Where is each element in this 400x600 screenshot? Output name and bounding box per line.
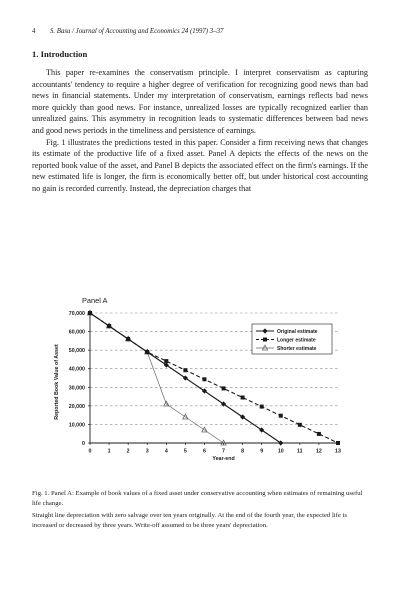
x-tick-label: 6 [202, 448, 206, 455]
y-tick-label: 60,000 [68, 329, 85, 336]
y-axis-label: Reported Book Value of Asset [54, 344, 60, 420]
data-point-longer-estimate [241, 396, 245, 400]
x-tick-label: 5 [183, 448, 187, 455]
paragraph: This paper re-examines the conservatism principle. I interpret conservatism as capturing accountants' tendency to require a higher degree of verification for recognizing good news than bad news in financial statements. Under my interpretation of conservatism, earnings reflects bad news more quickly than good news. For instance, unrealized losses are typically recognized earlier than unrealized gains. This asymmetry in recognition leads to systematic differences between bad news and good news periods in the timeliness and persistence of earnings. [32, 68, 368, 135]
data-point-longer-estimate [183, 368, 187, 372]
x-tick-label: 3 [145, 448, 149, 455]
x-tick-label: 13 [335, 448, 341, 455]
x-tick-label: 9 [260, 448, 264, 455]
y-tick-label: 10,000 [68, 422, 85, 429]
page-number: 4 [32, 28, 36, 35]
data-point-longer-estimate [260, 405, 264, 409]
x-axis-label: Year-end [212, 456, 235, 462]
x-tick-label: 12 [315, 448, 322, 455]
data-point-longer-estimate [336, 441, 340, 445]
x-tick-label: 0 [88, 448, 92, 455]
data-point-longer-estimate [202, 377, 206, 381]
y-tick-label: 70,000 [68, 311, 85, 317]
journal-reference: S. Basu / Journal of Accounting and Economics 24 (1997) 3–37 [50, 28, 224, 35]
caption-text: Example of book values of a fixed asset under conservative accounting when estimates of remaining useful life change. [32, 490, 363, 507]
x-tick-label: 8 [241, 448, 245, 455]
legend-marker-longer-estimate [263, 338, 267, 342]
section-heading: 1. Introduction [32, 49, 88, 59]
data-point-longer-estimate [298, 423, 302, 427]
data-point-longer-estimate [317, 432, 321, 436]
data-point-longer-estimate [279, 414, 283, 418]
y-tick-label: 30,000 [68, 385, 85, 392]
data-point-longer-estimate [222, 386, 226, 390]
y-tick-label: 0 [82, 441, 85, 447]
figure-caption [32, 489, 368, 530]
y-tick-label: 40,000 [68, 366, 85, 373]
x-tick-label: 7 [222, 448, 226, 455]
paragraph: Fig. 1 illustrates the predictions tested in this paper. Consider a firm receiving news that changes its estimate of the productive life of a fixed asset. Panel A depicts the effects of the news on the reported book value of the asset, and Panel B depicts the associated effect on the firm's earnings. If the new estimated life is longer, the firm is economically better off, but under historical cost accounting no gain is recorded currently. Instead, the depreciation charges that [32, 137, 368, 193]
legend-label-longer-estimate: Longer estimate [277, 337, 316, 344]
caption-label: Fig. 1. Panel A: [32, 490, 74, 497]
x-tick-label: 10 [277, 448, 284, 455]
y-tick-label: 20,000 [68, 403, 85, 410]
x-tick-label: 1 [107, 448, 111, 455]
legend-label-original-estimate: Original estimate [277, 328, 318, 335]
y-tick-label: 50,000 [68, 348, 85, 355]
panel-label: Panel A [82, 296, 108, 305]
x-tick-label: 2 [126, 448, 130, 455]
legend-label-shorter-estimate: Shorter estimate [277, 345, 317, 352]
caption-note: Straight line depreciation with zero salvage over ten years originally. At the end of the fourth year, the expected life is increased or decreased by three years. Write-off assumed to be three years' depreciation. [32, 512, 347, 529]
x-tick-label: 4 [164, 448, 168, 455]
x-tick-label: 11 [297, 448, 303, 455]
